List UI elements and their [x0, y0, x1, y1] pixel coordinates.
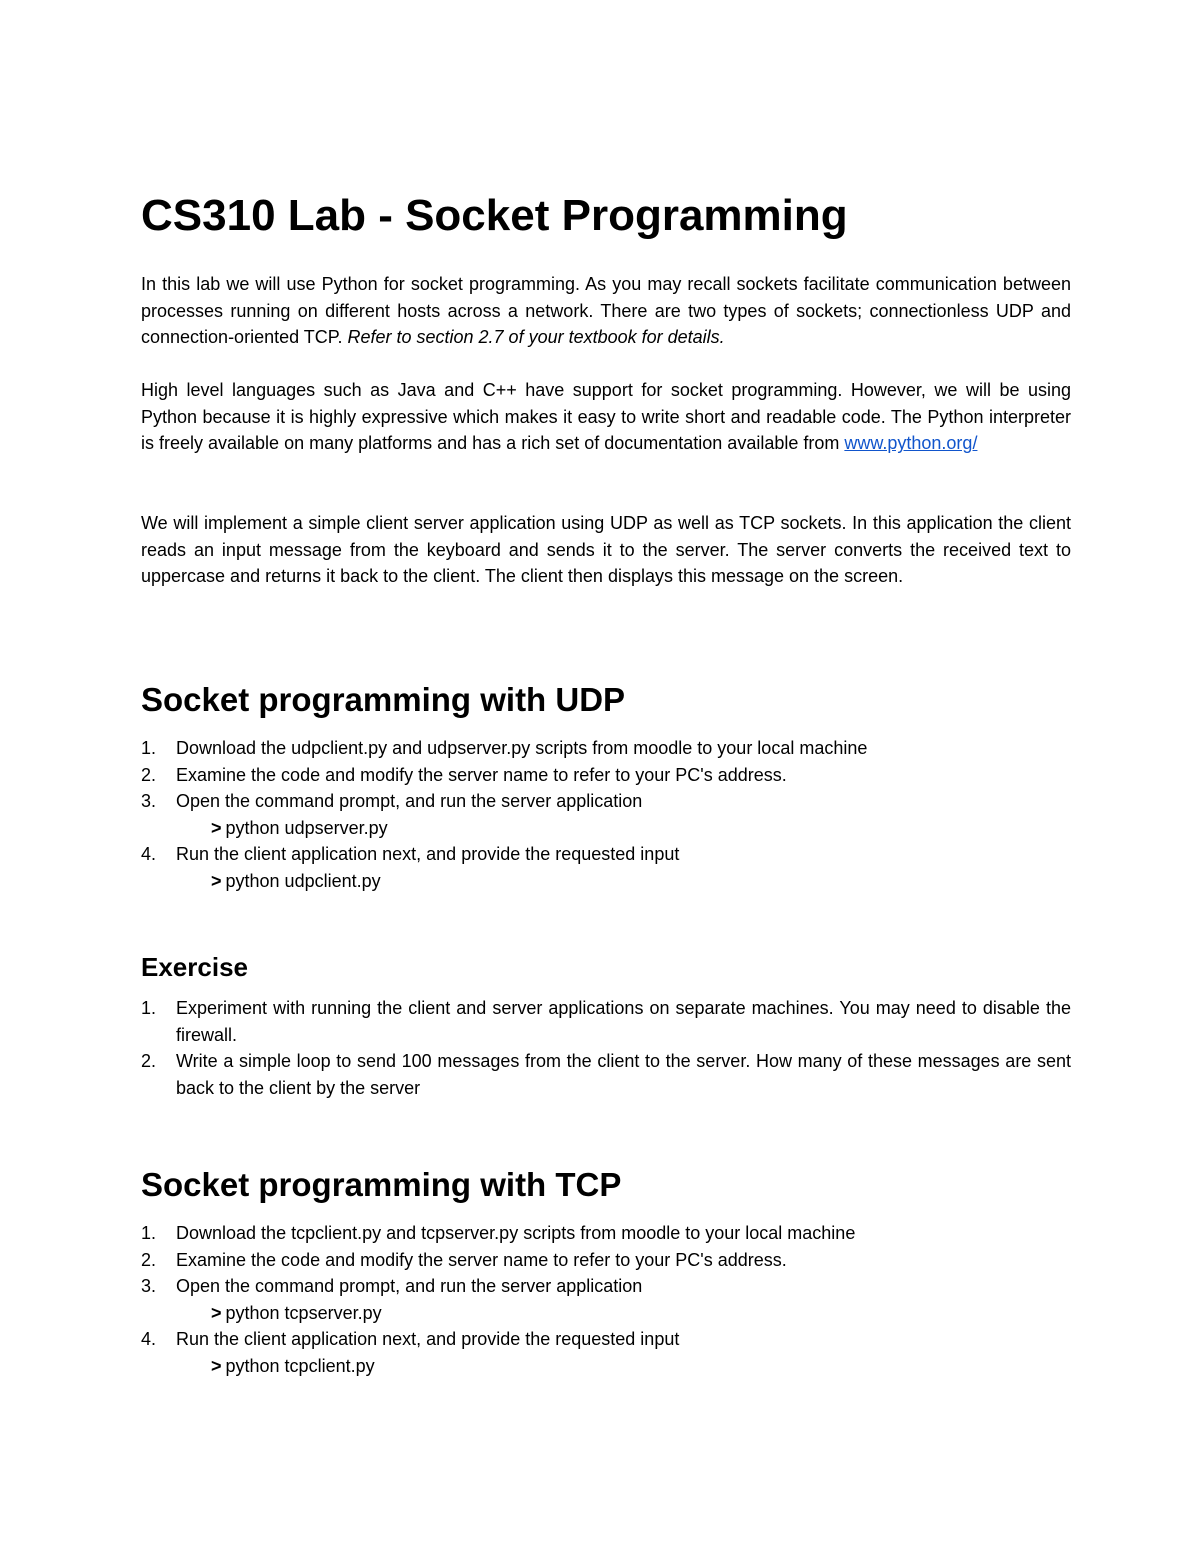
list-item: [141, 1247, 1071, 1274]
command-line: [176, 1300, 1071, 1327]
command-text: python udpserver.py: [225, 817, 388, 838]
list-number: 2.: [141, 764, 157, 785]
prompt-symbol: >: [211, 1302, 222, 1323]
list-item-text: Experiment with running the client and server applications on separate machines. You may need to disable the firewall.: [176, 998, 1071, 1045]
udp-steps-list: [141, 735, 1071, 895]
list-item: [141, 1048, 1071, 1101]
list-number: 2.: [141, 1051, 157, 1072]
command-line: [176, 868, 1071, 895]
page-title: CS310 Lab - Socket Programming: [141, 191, 848, 240]
command-text: python udpclient.py: [225, 870, 381, 891]
intro-p1-text: In this lab we will use Python for socket programming. As you may recall sockets facilitate communication between processes running on different hosts across a network. There are two types of sockets; connectionless UDP and connection-oriented TCP.: [141, 274, 1071, 348]
intro-paragraph-2: [141, 377, 1071, 457]
list-item-text: Examine the code and modify the server name to refer to your PC's address.: [176, 1249, 787, 1270]
list-number: 2.: [141, 1249, 157, 1270]
list-item: [141, 762, 1071, 789]
list-item-text: Download the tcpclient.py and tcpserver.py scripts from moodle to your local machine: [176, 1223, 856, 1243]
intro-paragraph-1: [141, 271, 1071, 351]
prompt-symbol: >: [211, 870, 222, 891]
list-item-text: Run the client application next, and provide the requested input: [176, 1329, 680, 1350]
list-item-text: Open the command prompt, and run the server application: [176, 791, 643, 812]
list-number: 1.: [141, 1223, 157, 1243]
list-number: 3.: [141, 791, 157, 812]
prompt-symbol: >: [211, 1355, 222, 1376]
list-item: [141, 735, 1071, 762]
command-text: python tcpclient.py: [225, 1355, 375, 1376]
python-org-link[interactable]: www.python.org/: [844, 433, 978, 454]
list-item-text: Download the udpclient.py and udpserver.py scripts from moodle to your local machine: [176, 738, 868, 758]
list-item: [141, 841, 1071, 894]
list-item: [141, 1220, 1071, 1247]
exercise-list: [141, 995, 1071, 1101]
list-item: [141, 995, 1071, 1048]
command-text: python tcpserver.py: [225, 1302, 382, 1323]
list-item-text: Write a simple loop to send 100 messages from the client to the server. How many of these messages are sent back to the client by the server: [176, 1051, 1071, 1098]
list-item-text: Run the client application next, and provide the requested input: [176, 844, 680, 865]
tcp-heading: Socket programming with TCP: [141, 1166, 622, 1203]
intro-p1-italic: Refer to section 2.7 of your textbook for details.: [347, 327, 725, 348]
command-line: [176, 815, 1071, 842]
list-item-text: Open the command prompt, and run the server application: [176, 1276, 643, 1297]
intro-p3-text: We will implement a simple client server application using UDP as well as TCP sockets. In this application the client reads an input message from the keyboard and sends it to the server. The server converts the received text to uppercase and returns it back to the client. The client then displays this message on the screen.: [141, 513, 1071, 587]
list-number: 4.: [141, 1329, 157, 1350]
list-number: 1.: [141, 738, 157, 758]
exercise-heading: Exercise: [141, 952, 248, 982]
list-item: [141, 1273, 1071, 1326]
list-item-text: Examine the code and modify the server name to refer to your PC's address.: [176, 764, 787, 785]
tcp-steps-list: [141, 1220, 1071, 1380]
list-number: 1.: [141, 998, 157, 1018]
list-number: 4.: [141, 844, 157, 865]
intro-paragraph-3: [141, 510, 1071, 590]
command-line: [176, 1353, 1071, 1380]
udp-heading: Socket programming with UDP: [141, 681, 626, 718]
list-number: 3.: [141, 1276, 157, 1297]
intro-p2-text: High level languages such as Java and C++ have support for socket programming. However, we will be using Python because it is highly expressive which makes it easy to write short and readable code. The Python interpreter is freely available on many platforms and has a rich set of documentation available from: [141, 380, 1071, 454]
prompt-symbol: >: [211, 817, 222, 838]
list-item: [141, 1326, 1071, 1379]
list-item: [141, 788, 1071, 841]
